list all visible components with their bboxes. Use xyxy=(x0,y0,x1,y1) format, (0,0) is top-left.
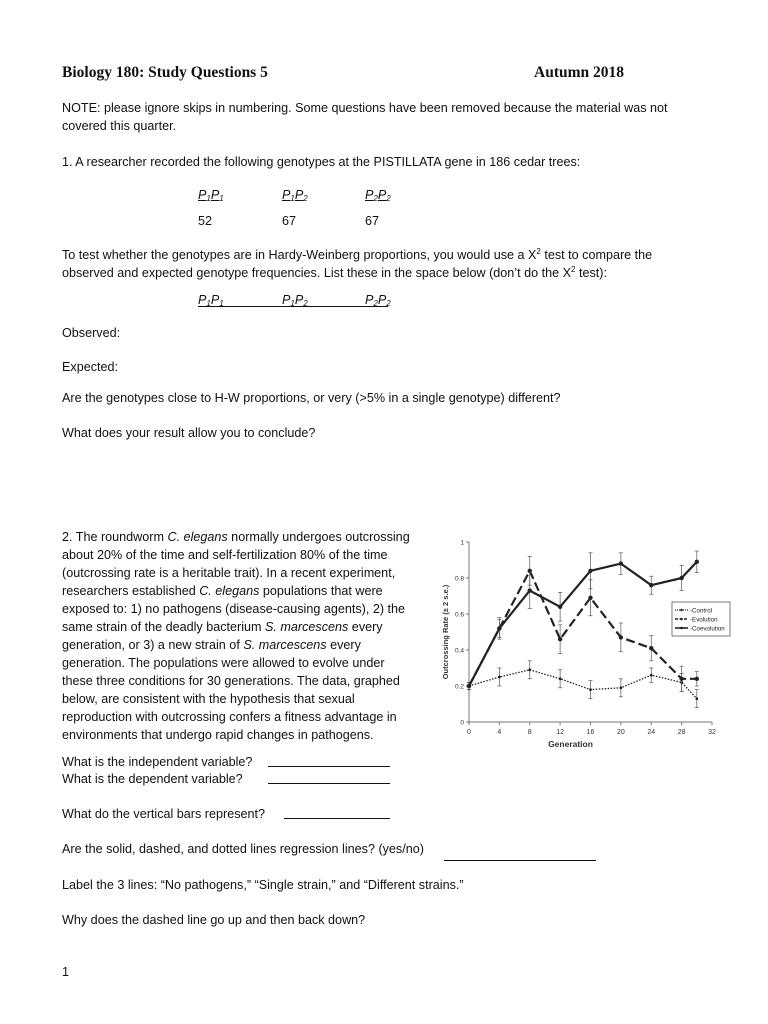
answer-header-p1p1: $P_1P_1$ xyxy=(198,293,224,308)
legend-label: -Evolution xyxy=(690,616,718,624)
data-point xyxy=(649,646,653,650)
note-line-1: NOTE: please ignore skips in numbering. Some questions have been removed because the material was not xyxy=(62,101,668,115)
data-point xyxy=(588,596,592,600)
q2-dependent-question: What is the dependent variable? xyxy=(62,772,243,786)
count-p1p1: 52 xyxy=(198,214,213,228)
answer-header-p2p2: $P_2P_2$ xyxy=(365,293,391,308)
independent-answer-line[interactable] xyxy=(268,766,390,767)
observed-label: Observed: xyxy=(62,326,121,340)
data-point xyxy=(558,637,562,641)
genotype-header-p1p2: $P_1P_2$ xyxy=(282,188,308,203)
series-line-control xyxy=(469,670,697,699)
q2-paragraph-line: environments that undergo rapid changes in pathogens. xyxy=(62,728,374,742)
data-point xyxy=(650,674,653,677)
data-point xyxy=(467,684,471,688)
x-tick-label: 12 xyxy=(556,729,565,736)
data-point xyxy=(619,635,623,639)
q2-paragraph-line: reproduction with outcrossing confers a fitness advantage in xyxy=(62,710,397,724)
data-point xyxy=(679,576,683,580)
y-tick-label: 0.8 xyxy=(454,575,464,583)
q2-paragraph-line: generation, or 3) a new strain of S. marcescens every xyxy=(62,638,361,652)
q1-conclude-question: What does your result allow you to conclude? xyxy=(62,426,316,440)
legend-marker xyxy=(680,609,683,612)
x-tick-label: 4 xyxy=(497,729,502,736)
y-tick-label: 0.6 xyxy=(454,611,464,619)
genotype-header-p1p1: $P_1P_1$ xyxy=(198,188,224,203)
data-point xyxy=(528,668,531,671)
data-point xyxy=(559,677,562,680)
legend-label: -Coevolution xyxy=(690,625,725,633)
q2-paragraph-line: below, are consistent with the hypothesis that sexual xyxy=(62,692,355,706)
data-point xyxy=(528,588,532,592)
x-tick-label: 28 xyxy=(677,729,686,736)
q2-paragraph-line: researchers established C. elegans populations that were xyxy=(62,584,383,598)
x-tick-label: 16 xyxy=(586,729,595,736)
q2-paragraph-line: (outcrossing rate is a heritable trait). In a recent experiment, xyxy=(62,566,396,580)
x-tick-label: 8 xyxy=(527,729,532,736)
x-tick-label: 0 xyxy=(467,729,471,736)
y-axis-label: Outcrossing Rate (± 2 s.e.) xyxy=(441,584,450,680)
data-point xyxy=(695,677,699,681)
q2-label-question: Label the 3 lines: “No pathogens,” “Single strain,” and “Different strains.” xyxy=(62,878,464,892)
data-point xyxy=(497,626,501,630)
data-point xyxy=(679,677,683,681)
q1-instructions-line-1: To test whether the genotypes are in Hardy-Weinberg proportions, you would use a $X^2$ test to compare the xyxy=(62,247,653,262)
x-tick-label: 32 xyxy=(708,729,716,736)
q2-paragraph xyxy=(62,528,412,744)
term-label: Autumn 2018 xyxy=(534,64,625,81)
expected-label: Expected: xyxy=(62,360,119,374)
y-tick-label: 0.2 xyxy=(454,683,464,691)
regression-answer-line[interactable] xyxy=(444,860,596,861)
q1-hw-question: Are the genotypes close to H-W proportions, or very (>5% in a single genotype) different? xyxy=(62,391,561,405)
data-point xyxy=(498,676,501,679)
data-point xyxy=(558,605,562,609)
note-line-2: covered this quarter. xyxy=(62,119,177,133)
q2-paragraph-line: generation. The populations were allowed to evolve under xyxy=(62,656,385,670)
q2-independent-question: What is the independent variable? xyxy=(62,755,253,769)
data-point xyxy=(649,583,653,587)
bars-answer-line[interactable] xyxy=(284,818,390,819)
y-tick-label: 1 xyxy=(460,539,464,547)
legend-marker xyxy=(680,618,683,621)
q2-paragraph-line: about 20% of the time and self-fertilization 80% of the time xyxy=(62,548,388,562)
data-point xyxy=(695,560,699,564)
data-point xyxy=(588,569,592,573)
y-tick-label: 0 xyxy=(460,719,464,727)
q2-paragraph-line: exposed to: 1) no pathogens (disease-causing agents), 2) the xyxy=(62,602,406,616)
q2-paragraph-line: 2. The roundworm C. elegans normally undergoes outcrossing xyxy=(62,530,410,544)
data-point xyxy=(619,686,622,689)
y-tick-label: 0.4 xyxy=(454,647,464,655)
data-point xyxy=(619,561,623,565)
q1-prompt: 1. A researcher recorded the following genotypes at the PISTILLATA gene in 186 cedar trees: xyxy=(62,155,581,169)
genotype-header-p2p2: $P_2P_2$ xyxy=(365,188,391,203)
count-p1p2: 67 xyxy=(282,214,297,228)
q2-dashed-question: Why does the dashed line go up and then back down? xyxy=(62,913,366,927)
q2-bars-question: What do the vertical bars represent? xyxy=(62,807,266,821)
x-tick-label: 20 xyxy=(616,729,625,736)
legend-marker xyxy=(680,627,683,630)
answer-header-underline xyxy=(198,306,388,307)
x-tick-label: 24 xyxy=(647,729,656,736)
outcrossing-chart xyxy=(432,530,732,756)
page-number: 1 xyxy=(62,965,70,979)
q1-instructions-line-2: observed and expected genotype frequencies. List these in the space below (don’t do the $X^2$ test): xyxy=(62,265,607,280)
series-line-coevolution xyxy=(469,562,697,686)
q2-regression-question: Are the solid, dashed, and dotted lines regression lines? (yes/no) xyxy=(62,842,424,856)
q2-paragraph-line: these three conditions for 30 generations. The data, graphed xyxy=(62,674,400,688)
data-point xyxy=(695,697,698,700)
q2-paragraph-line: same strain of the deadly bacterium S. marcescens every xyxy=(62,620,383,634)
page-title: Biology 180: Study Questions 5 xyxy=(62,64,268,81)
data-point xyxy=(589,688,592,691)
dependent-answer-line[interactable] xyxy=(268,783,390,784)
x-axis-label: Generation xyxy=(548,739,593,749)
legend-label: -Control xyxy=(690,607,713,615)
series-line-evolution xyxy=(469,571,697,686)
answer-header-p1p2: $P_1P_2$ xyxy=(282,293,308,308)
count-p2p2: 67 xyxy=(365,214,380,228)
